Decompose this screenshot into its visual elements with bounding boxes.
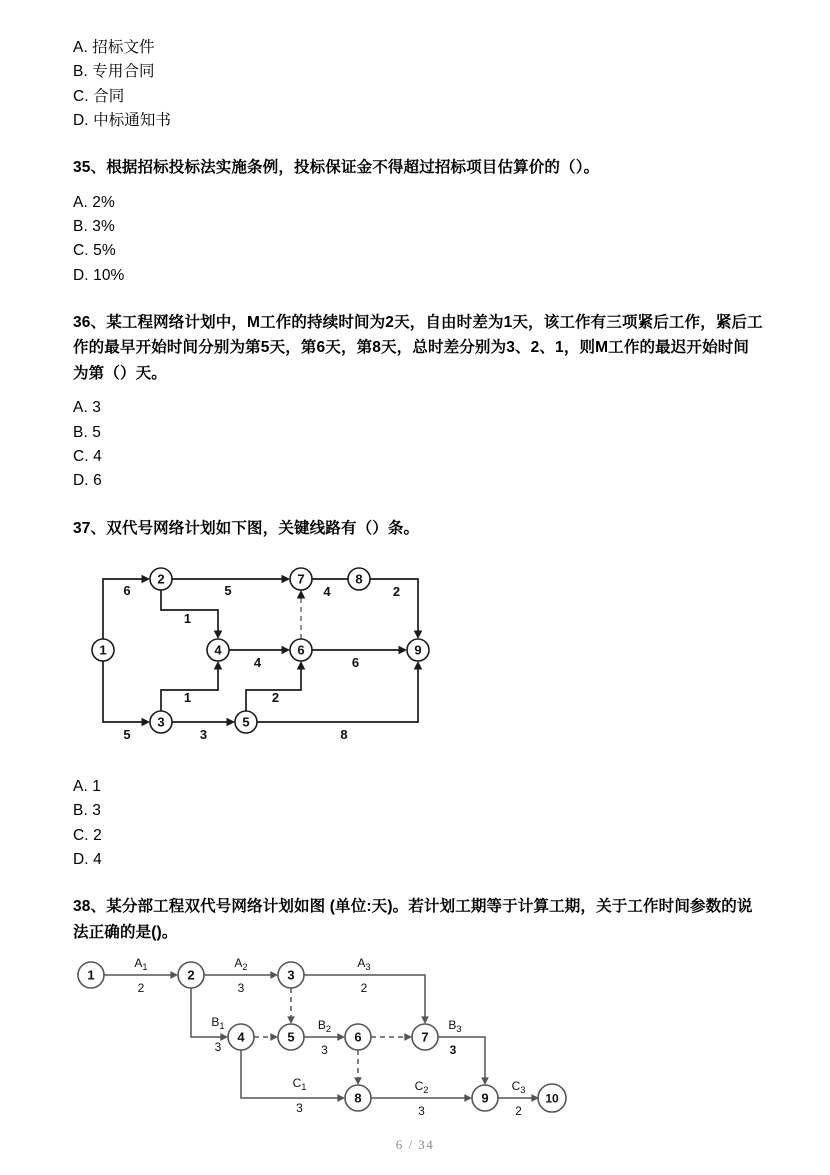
arrow-3-5 <box>227 718 236 727</box>
edge-label-subscript: 1 <box>142 962 148 973</box>
edge-label-4-6: 4 <box>253 655 262 671</box>
question-36 <box>73 310 763 494</box>
arrow-2-4 <box>220 1033 228 1041</box>
node-6-label: 6 <box>297 642 305 658</box>
node-7-label: 7 <box>421 1029 429 1045</box>
arrow-2-7 <box>282 575 291 584</box>
arrow-3-7 <box>421 1017 429 1025</box>
arrow-5-6 <box>297 661 306 670</box>
edge-label-8-9-name: $C_2$ <box>414 1079 429 1096</box>
edge-label-subscript: 1 <box>301 1082 307 1093</box>
node-1-label: 1 <box>99 642 107 658</box>
option-b: B. 5 <box>73 423 101 441</box>
edge-label-subscript: 1 <box>219 1021 225 1032</box>
question-37-stem: 37、双代号网络计划如下图，关键线路有（）条。 <box>73 519 420 537</box>
edge-label-8-9: 2 <box>392 584 401 600</box>
arrow-8-9 <box>414 631 423 640</box>
edge-label-3-7-name: $A_3$ <box>357 957 371 973</box>
node-2-label: 2 <box>187 967 195 983</box>
option-a: A. 3 <box>73 399 101 417</box>
node-7-label: 7 <box>297 571 305 587</box>
arrow-2-3 <box>270 971 278 979</box>
arrow-1-3 <box>142 718 151 727</box>
question-38 <box>73 894 763 1127</box>
question-35 <box>73 155 763 288</box>
arrow-5-6 <box>337 1033 345 1041</box>
node-3-label: 3 <box>157 714 165 730</box>
option-d: D. 4 <box>73 850 102 868</box>
option-c: C. 合同 <box>73 87 125 105</box>
edge-label-7-8: 4 <box>323 584 331 600</box>
option-a: A. 2% <box>73 193 115 211</box>
edge-label-2-3-duration: 3 <box>237 981 245 996</box>
edge-label-2-3-name: $A_2$ <box>234 957 248 973</box>
arrow-4-5 <box>270 1033 278 1041</box>
node-3-label: 3 <box>287 967 295 983</box>
edge-label-subscript: 3 <box>520 1085 526 1096</box>
question-34-options <box>73 36 763 133</box>
node-1-label: 1 <box>87 967 95 983</box>
arrow-3-4 <box>214 661 223 670</box>
arrow-6-8 <box>354 1078 362 1086</box>
edge-label-9-10-duration: 2 <box>515 1104 522 1119</box>
option-d: D. 中标通知书 <box>73 111 172 129</box>
edge-7-9 <box>438 1037 485 1080</box>
option-b: B. 3 <box>73 802 101 820</box>
edge-label-subscript: 2 <box>325 1024 332 1035</box>
option-b: B. 专用合同 <box>73 63 155 81</box>
spacer <box>73 133 763 155</box>
edge-label-subscript: 3 <box>456 1024 462 1035</box>
edge-label-2-7: 5 <box>224 583 232 599</box>
page-number: 6 / 34 <box>395 1137 435 1152</box>
arrow-1-2 <box>142 575 151 584</box>
question-38-stem: 38、某分部工程双代号网络计划如图 (单位:天)。若计划工期等于计算工期，关于工作时间参数的说法正确的是()。 <box>73 898 753 941</box>
edge-label-subscript: 2 <box>423 1085 429 1096</box>
edge-label-3-5: 3 <box>199 727 208 743</box>
arrow-2-4 <box>214 631 223 640</box>
edge-label-9-10-name: $C_3$ <box>511 1079 526 1096</box>
node-9-label: 9 <box>414 642 422 658</box>
edge-label-3-7-duration: 2 <box>360 981 368 996</box>
edge-label-6-9: 6 <box>351 655 360 671</box>
question-36-stem: 36、某工程网络计划中，M工作的持续时间为2天，自由时差为1天，该工作有三项紧后工作，紧后工作的最早开始时间分别为第5天，第6天，第8天，总时差分别为3、2、1，则M工作的最迟开始时间为第（）天。 <box>73 313 763 382</box>
edge-label-1-3: 5 <box>123 727 131 743</box>
edge-label-4-8-duration: 3 <box>296 1101 303 1116</box>
option-b: B. 3% <box>73 217 115 235</box>
spacer <box>73 288 763 310</box>
figure-38-svg <box>75 957 595 1122</box>
edge-label-2-4: 1 <box>183 611 192 627</box>
node-6-label: 6 <box>354 1029 362 1045</box>
arrow-5-9 <box>414 661 423 670</box>
edge-label-4-8-name: $C_1$ <box>292 1076 307 1093</box>
spacer <box>73 386 763 396</box>
node-4-label: 4 <box>237 1029 245 1045</box>
edge-label-2-4-duration: 3 <box>214 1040 222 1055</box>
edge-label-5-6: 2 <box>271 690 280 706</box>
option-c: C. 2 <box>73 826 102 844</box>
node-4-label: 4 <box>214 642 222 658</box>
edge-label-1-2-duration: 2 <box>137 981 145 996</box>
edge-label-2-4-name: $B_1$ <box>211 1015 225 1032</box>
edge-label-subscript: 2 <box>242 962 248 973</box>
edge-label-5-9: 8 <box>340 727 348 743</box>
edge-label-5-6-duration: 3 <box>321 1043 328 1058</box>
spacer <box>73 181 763 191</box>
page-content <box>73 36 763 1127</box>
arrow-4-6 <box>282 646 291 655</box>
question-37 <box>73 516 763 772</box>
edge-label-7-9-duration: 3 <box>449 1043 457 1058</box>
spacer <box>73 872 763 894</box>
spacer <box>73 494 763 516</box>
arrow-1-2 <box>170 971 178 979</box>
figure-38-network-diagram <box>73 957 763 1127</box>
node-5-label: 5 <box>287 1029 295 1045</box>
edge-label-1-2: 6 <box>123 583 131 599</box>
arrow-3-5 <box>287 1017 295 1025</box>
figure-37-network-diagram <box>73 557 763 771</box>
arrow-8-9 <box>464 1094 472 1102</box>
option-a: A. 1 <box>73 778 101 796</box>
edge-label-subscript: 3 <box>365 962 371 973</box>
edge-label-8-9-duration: 3 <box>418 1104 425 1119</box>
edge-label-7-9-name: $B_3$ <box>448 1018 462 1035</box>
question-37-options <box>73 775 763 872</box>
arrow-4-8 <box>337 1094 345 1102</box>
arrow-6-9 <box>399 646 408 655</box>
edge-4-8 <box>241 1050 341 1098</box>
edge-5-9 <box>257 666 418 722</box>
node-8-label: 8 <box>354 1090 362 1106</box>
option-a: A. 招标文件 <box>73 39 155 56</box>
option-c: C. 5% <box>73 242 116 260</box>
option-c: C. 4 <box>73 447 102 465</box>
arrow-6-7 <box>297 590 306 599</box>
figure-37-svg <box>81 557 501 767</box>
node-5-label: 5 <box>242 714 250 730</box>
node-8-label: 8 <box>355 571 363 587</box>
node-2-label: 2 <box>157 571 165 587</box>
option-d: D. 6 <box>73 472 102 490</box>
node-10-label: 10 <box>545 1091 559 1106</box>
edge-1-3 <box>103 661 146 722</box>
edge-label-1-2-name: $A_1$ <box>134 957 148 973</box>
edge-label-3-4: 1 <box>183 690 192 706</box>
question-35-stem: 35、根据招标投标法实施条例，投标保证金不得超过招标项目估算价的（）。 <box>73 159 600 177</box>
arrow-6-7 <box>404 1033 412 1041</box>
option-d: D. 10% <box>73 266 125 284</box>
node-9-label: 9 <box>481 1090 489 1106</box>
arrow-7-9 <box>481 1078 489 1086</box>
edge-label-5-6-name: $B_2$ <box>317 1018 332 1035</box>
